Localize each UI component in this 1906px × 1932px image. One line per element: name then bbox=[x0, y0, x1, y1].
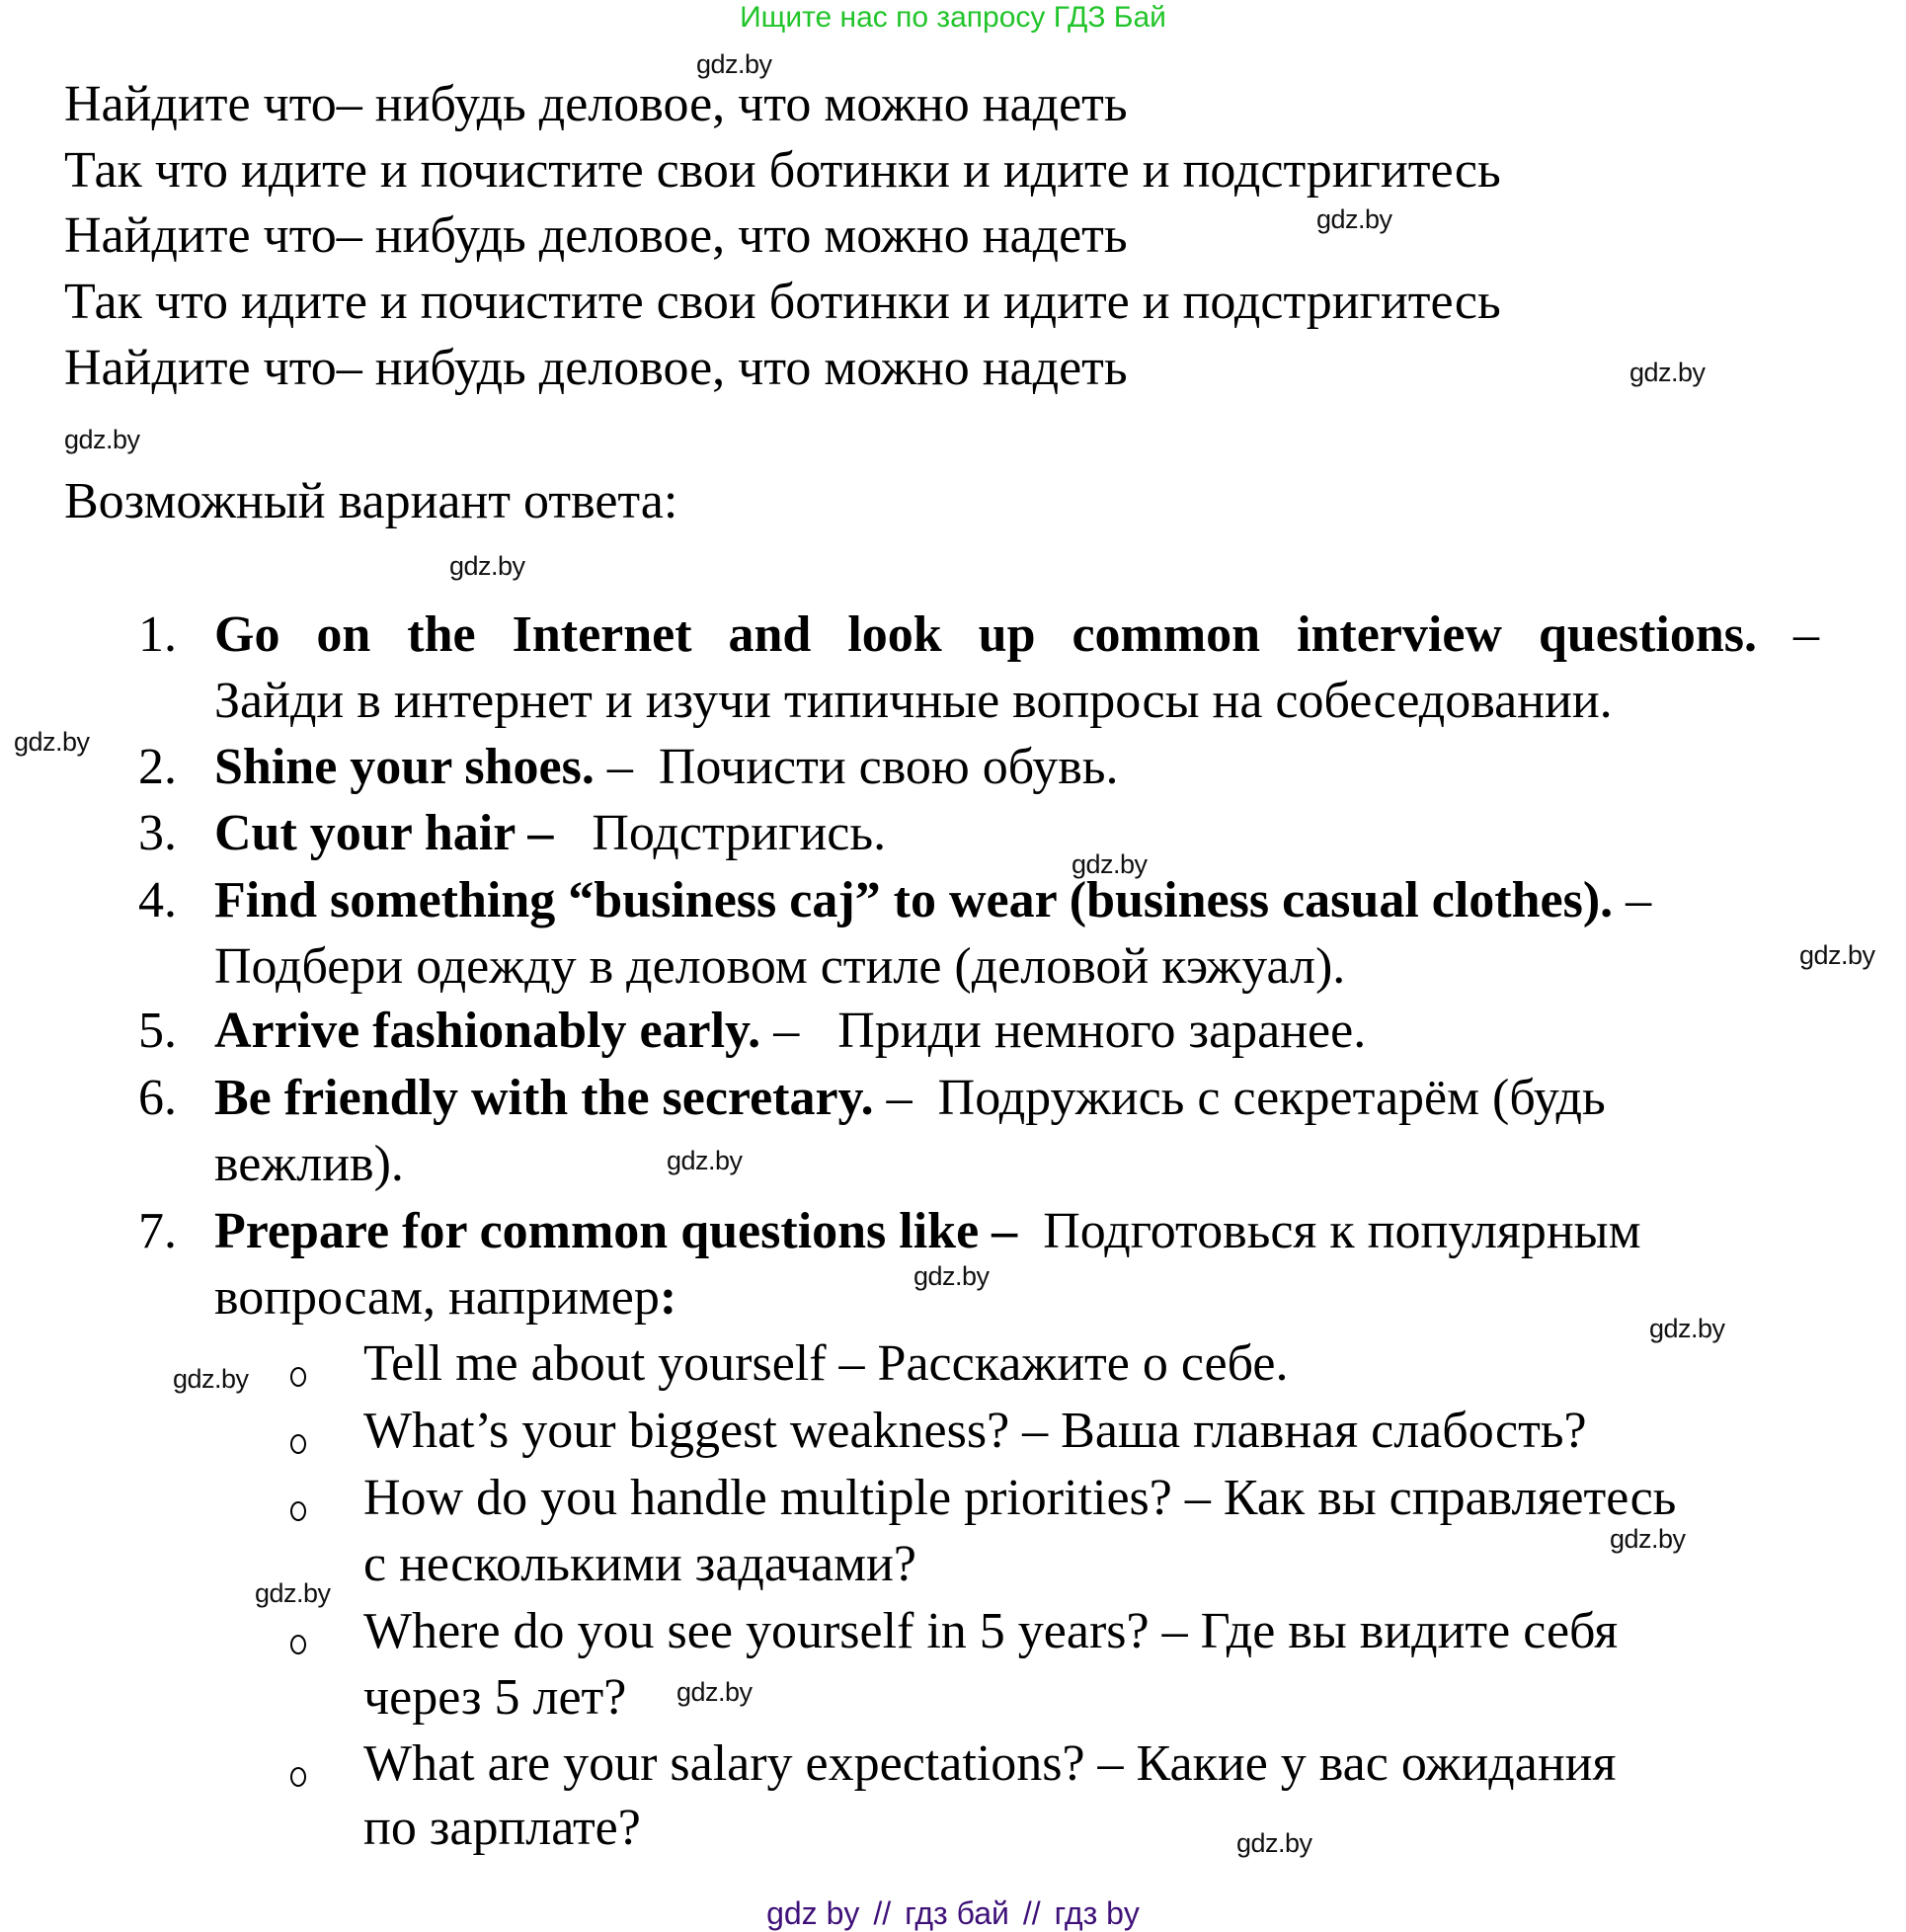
watermark: gdz.by bbox=[1799, 940, 1875, 970]
sub-item-continuation: по зарплате? bbox=[363, 1800, 641, 1856]
watermark: gdz.by bbox=[676, 1677, 753, 1707]
item-translation: – Подружись с секретарём (будь bbox=[873, 1070, 1606, 1126]
sub-item: How do you handle multiple priorities? – Как вы справляетесь bbox=[363, 1470, 1677, 1526]
search-prompt-banner: Ищите нас по запросу ГДЗ Бай bbox=[740, 1, 1166, 34]
footer-links bbox=[0, 1894, 1906, 1932]
sub-item: Tell me about yourself – Расскажите о себе. bbox=[363, 1335, 1289, 1392]
intro-line: Так что идите и почистите свои ботинки и идите и подстригитесь bbox=[64, 142, 1501, 199]
watermark: gdz.by bbox=[1610, 1524, 1686, 1554]
item-english: Find something “business caj” to wear (business casual clothes). bbox=[214, 872, 1614, 928]
item-translation: Подстригись. bbox=[553, 805, 887, 861]
hollow-bullet-icon bbox=[290, 1767, 306, 1787]
continuation-colon: : bbox=[659, 1269, 677, 1326]
list-item bbox=[214, 870, 1651, 931]
list-number: 7. bbox=[138, 1203, 177, 1259]
footer-link-gdz-by[interactable]: gdz by bbox=[766, 1895, 860, 1931]
hollow-bullet-icon bbox=[290, 1367, 306, 1387]
sub-item-continuation: с несколькими задачами? bbox=[363, 1536, 916, 1592]
item-english: Shine your shoes. bbox=[214, 739, 595, 795]
item-english: Cut your hair – bbox=[214, 805, 554, 861]
item-translation: Подготовься к популярным bbox=[1017, 1203, 1641, 1259]
item-translation: – Почисти свою обувь. bbox=[594, 739, 1119, 795]
list-item-continuation: Зайди в интернет и изучи типичные вопросы на собеседовании. bbox=[214, 673, 1613, 729]
answer-heading: Возможный вариант ответа: bbox=[64, 473, 678, 529]
list-number: 3. bbox=[138, 805, 177, 861]
intro-line: Найдите что– нибудь деловое, что можно надеть bbox=[64, 76, 1128, 132]
watermark: gdz.by bbox=[1072, 849, 1148, 879]
item-dash: – bbox=[1613, 872, 1652, 928]
item-english: Be friendly with the secretary. bbox=[214, 1070, 874, 1126]
hollow-bullet-icon bbox=[290, 1501, 306, 1521]
continuation-text: вопросам, например bbox=[214, 1269, 660, 1326]
footer-separator: // bbox=[873, 1895, 892, 1931]
watermark: gdz.by bbox=[1236, 1828, 1312, 1858]
watermark: gdz.by bbox=[449, 551, 525, 581]
list-number: 2. bbox=[138, 739, 177, 795]
item-english: Go on the Internet and look up common interview questions. bbox=[214, 606, 1758, 663]
watermark: gdz.by bbox=[696, 49, 772, 79]
watermark: gdz.by bbox=[1316, 204, 1392, 234]
intro-line: Так что идите и почистите свои ботинки и идите и подстригитесь bbox=[64, 274, 1501, 330]
list-number: 6. bbox=[138, 1070, 177, 1126]
sub-item: Where do you see yourself in 5 years? – Где вы видите себя bbox=[363, 1603, 1619, 1659]
item-translation: – Приди немного заранее. bbox=[760, 1003, 1367, 1059]
list-item-continuation bbox=[214, 1267, 676, 1328]
item-english: Arrive fashionably early. bbox=[214, 1003, 761, 1059]
watermark: gdz.by bbox=[14, 727, 90, 757]
hollow-bullet-icon bbox=[290, 1635, 306, 1654]
item-dash: – bbox=[1757, 606, 1819, 663]
list-item-continuation: Подбери одежду в деловом стиле (деловой кэжуал). bbox=[214, 938, 1346, 995]
sub-item: What are your salary expectations? – Какие у вас ожидания bbox=[363, 1735, 1617, 1792]
list-item bbox=[214, 803, 886, 864]
watermark: gdz.by bbox=[913, 1261, 990, 1291]
intro-line: Найдите что– нибудь деловое, что можно надеть bbox=[64, 207, 1128, 264]
footer-link-gdz-bai[interactable]: гдз бай bbox=[905, 1895, 1009, 1931]
sub-item: What’s your biggest weakness? – Ваша главная слабость? bbox=[363, 1403, 1587, 1459]
watermark: gdz.by bbox=[667, 1146, 743, 1175]
watermark: gdz.by bbox=[173, 1364, 249, 1394]
list-item bbox=[214, 604, 1819, 666]
sub-item-continuation: через 5 лет? bbox=[363, 1669, 627, 1726]
list-item-continuation: вежлив). bbox=[214, 1136, 404, 1192]
hollow-bullet-icon bbox=[290, 1434, 306, 1454]
list-item bbox=[214, 737, 1119, 798]
item-english: Prepare for common questions like – bbox=[214, 1203, 1018, 1259]
footer-link-gdz-by-cyr[interactable]: гдз by bbox=[1054, 1895, 1140, 1931]
list-number: 4. bbox=[138, 872, 177, 928]
footer-separator: // bbox=[1022, 1895, 1041, 1931]
list-item bbox=[214, 1001, 1366, 1062]
watermark: gdz.by bbox=[255, 1578, 331, 1608]
watermark: gdz.by bbox=[1629, 358, 1706, 387]
list-number: 1. bbox=[138, 606, 177, 663]
list-item bbox=[214, 1068, 1606, 1129]
intro-line: Найдите что– нибудь деловое, что можно надеть bbox=[64, 340, 1128, 396]
list-item bbox=[214, 1201, 1641, 1262]
list-number: 5. bbox=[138, 1003, 177, 1059]
watermark: gdz.by bbox=[1649, 1314, 1725, 1343]
watermark: gdz.by bbox=[64, 425, 140, 454]
